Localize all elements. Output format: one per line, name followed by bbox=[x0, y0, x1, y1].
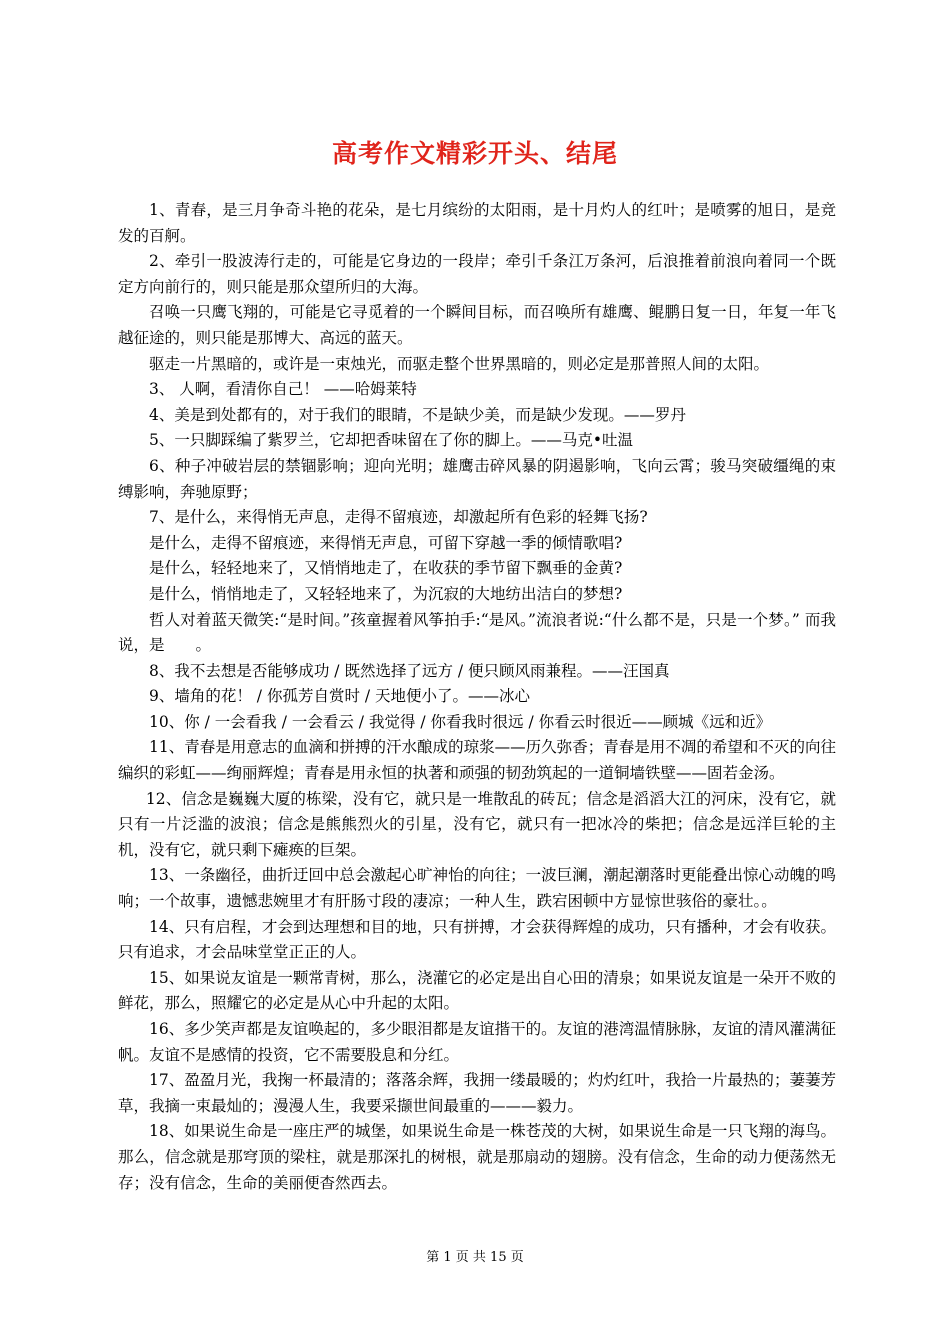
paragraph: 8、我不去想是否能够成功 / 既然选择了远方 / 便只顾风雨兼程。——汪国真 bbox=[149, 661, 670, 680]
paragraph: 驱走一片黑暗的，或许是一束烛光，而驱走整个世界黑暗的，则必定是那普照人间的太阳。 bbox=[149, 354, 770, 373]
paragraph: 14、只有启程，才会到达理想和目的地，只有拼搏，才会获得辉煌的成功，只有播种，才会有收获。只有追求，才会品味堂堂正正的人。 bbox=[118, 917, 836, 962]
paragraph: 12、信念是巍巍大厦的栋梁，没有它，就只是一堆散乱的砖瓦；信念是滔滔大江的河床，没有它，就只有一片泛滥的波浪；信念是熊熊烈火的引星，没有它，就只有一把冰冷的柴把；信念是远洋巨轮的主机，没有它，就只剩下瘫痪的巨架。 bbox=[118, 789, 836, 859]
paragraph: 10、你 / 一会看我 / 一会看云 / 我觉得 / 你看我时很远 / 你看云时很近——顾城《远和近》 bbox=[149, 712, 772, 731]
paragraph: 1、青春，是三月争奇斗艳的花朵，是七月缤纷的太阳雨，是十月灼人的红叶；是喷雾的旭日，是竞发的百舸。 bbox=[118, 201, 836, 245]
paragraph: 13、一条幽径，曲折迂回中总会激起心旷神怡的向往；一波巨澜，潮起潮落时更能叠出惊心动魄的鸣响；一个故事，遗憾悲婉里才有肝肠寸段的凄凉；一种人生，跌宕困顿中方显惊世骇俗的豪壮。。 bbox=[118, 866, 836, 911]
paragraph: 2、牵引一股波涛行走的，可能是它身边的一段岸；牵引千条江万条河，后浪推着前浪向着同一个既定方向前行的，则只能是那众望所归的大海。 bbox=[118, 252, 836, 296]
paragraph: 6、种子冲破岩层的禁锢影响；迎向光明；雄鹰击碎风暴的阴遏影响，飞向云霄；骏马突破缰绳的束缚影响，奔驰原野； bbox=[118, 456, 836, 501]
paragraph: 4、美是到处都有的，对于我们的眼睛，不是缺少美，而是缺少发现。——罗丹 bbox=[149, 405, 686, 424]
paragraph: 15、如果说友谊是一颗常青树，那么，浇灌它的必定是出自心田的清泉；如果说友谊是一朵开不败的鲜花，那么，照耀它的必定是从心中升起的太阳。 bbox=[118, 968, 836, 1013]
paragraph: 9、墙角的花！ / 你孤芳自赏时 / 天地便小了。——冰心 bbox=[149, 687, 531, 706]
paragraph: 3、 人啊，看清你自己！ ——哈姆莱特 bbox=[149, 380, 417, 399]
paragraph: 18、如果说生命是一座庄严的城堡，如果说生命是一株苍茂的大树，如果说生命是一只飞翔的海鸟。那么，信念就是那穹顶的梁柱，就是那深扎的树根，就是那扇动的翅膀。没有信念，生命的动力便荡然无存；没有信念，生命的美丽便杳然西去。 bbox=[118, 1122, 836, 1192]
page-footer: 第 1 页 共 15 页 bbox=[426, 1250, 524, 1265]
paragraph: 11、青春是用意志的血滴和拼搏的汗水酿成的琼浆——历久弥香；青春是用不凋的希望和不灭的向往编织的彩虹——绚丽辉煌；青春是用永恒的执著和顽强的韧劲筑起的一道铜墙铁壁——固若金汤。 bbox=[118, 738, 836, 783]
paragraph: 哲人对着蓝天微笑:“是时间。”孩童握着风筝拍手:“是风。”流浪者说:“什么都不是，只是一个梦。” 而我说，是 。 bbox=[118, 610, 836, 655]
paragraph: 17、盈盈月光，我掬一杯最清的；落落余辉，我拥一缕最暖的；灼灼红叶，我拾一片最热的；萋萋芳草，我摘一束最灿的；漫漫人生，我要采撷世间最重的———毅力。 bbox=[118, 1071, 836, 1115]
document-body bbox=[118, 198, 836, 1196]
paragraph: 是什么，轻轻地来了，又悄悄地走了，在收获的季节留下飘垂的金黄? bbox=[149, 559, 623, 578]
paragraph: 5、一只脚踩编了紫罗兰，它却把香味留在了你的脚上。——马克•吐温 bbox=[149, 431, 634, 450]
paragraph: 7、是什么，来得悄无声息，走得不留痕迹，却激起所有色彩的轻舞飞扬? bbox=[149, 508, 648, 527]
paragraph: 是什么，走得不留痕迹，来得悄无声息，可留下穿越一季的倾情歌唱? bbox=[149, 533, 623, 552]
document-title: 高考作文精彩开头、结尾 bbox=[331, 139, 618, 168]
paragraph: 16、多少笑声都是友谊唤起的，多少眼泪都是友谊揩干的。友谊的港湾温情脉脉，友谊的清风灌满征帆。友谊不是感情的投资，它不需要股息和分红。 bbox=[118, 1020, 836, 1064]
paragraph: 是什么，悄悄地走了，又轻轻地来了，为沉寂的大地纺出洁白的梦想? bbox=[149, 584, 623, 603]
paragraph: 召唤一只鹰飞翔的，可能是它寻觅着的一个瞬间目标，而召唤所有雄鹰、鲲鹏日复一日，年复一年飞越征途的，则只能是那博大、高远的蓝天。 bbox=[118, 303, 836, 347]
